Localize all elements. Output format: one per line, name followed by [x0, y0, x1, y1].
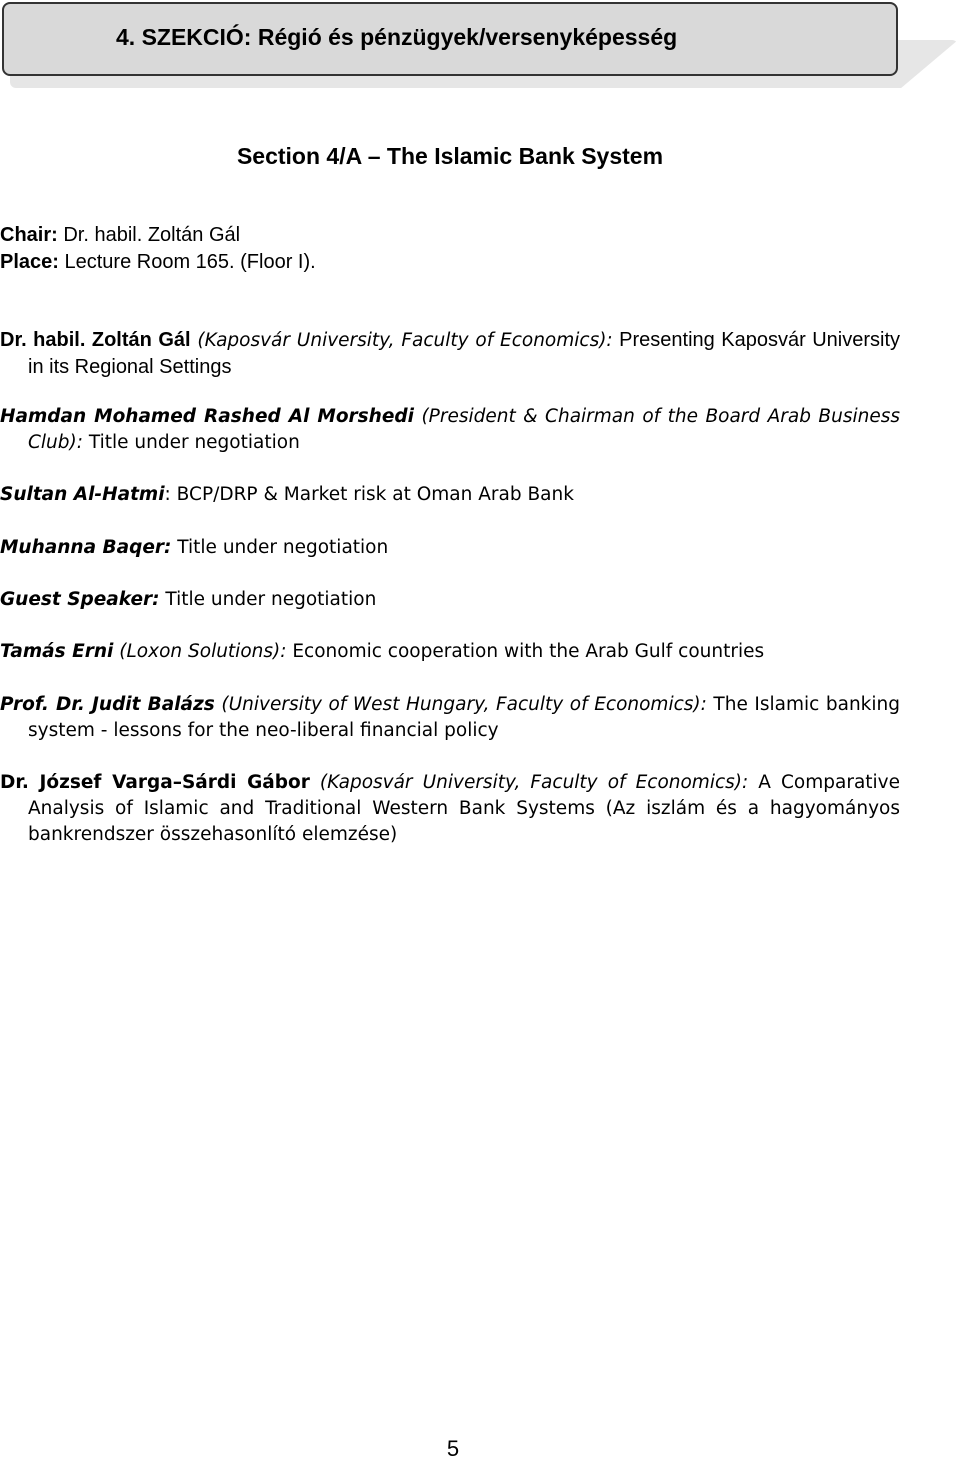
- program-entry: [0, 692, 900, 744]
- talk-title: BCP/DRP & Market risk at Oman Arab Bank: [170, 484, 574, 505]
- speaker-name: Dr. József Varga–Sárdi Gábor: [0, 772, 310, 793]
- header-title: 4. SZEKCIÓ: Régió és pénzügyek/versenyképesség: [116, 24, 678, 50]
- talk-title: The Islamic banking system - lessons for the neo-liberal financial policy: [28, 694, 900, 741]
- speaker-affiliation: (Loxon Solutions):: [113, 641, 287, 662]
- program-entry: [0, 404, 900, 456]
- talk-title: Title under negotiation: [159, 589, 377, 610]
- talk-title: Title under negotiation: [171, 537, 389, 558]
- speaker-name: Muhanna Baqer:: [0, 537, 172, 558]
- program-entry: [0, 639, 900, 665]
- talk-title: Presenting Kaposvár University in its Regional Settings: [28, 329, 901, 378]
- place-label: Place:: [0, 251, 59, 273]
- program-entry: [0, 327, 900, 381]
- speaker-name: Hamdan Mohamed Rashed Al Morshedi: [0, 406, 414, 427]
- talk-title: Economic cooperation with the Arab Gulf countries: [286, 641, 765, 662]
- speaker-affiliation: (Kaposvár University, Faculty of Economics):: [190, 330, 613, 351]
- section-title: Section 4/A – The Islamic Bank System: [236, 143, 664, 169]
- talk-title: A Comparative Analysis of Islamic and Traditional Western Bank Systems (Az iszlám és a hagyományos bankrendszer összehasonlító elemzése): [28, 772, 901, 845]
- chair-line: [0, 224, 240, 247]
- page-number: 5: [446, 1436, 460, 1461]
- speaker-name: Tamás Erni: [0, 641, 114, 662]
- section-header: [0, 0, 960, 95]
- place-line: [0, 251, 316, 274]
- speaker-name: Guest Speaker:: [0, 589, 160, 610]
- speaker-affiliation: (University of West Hungary, Faculty of Economics):: [214, 694, 707, 715]
- program-entry: [0, 482, 900, 508]
- speaker-name: Sultan Al-Hatmi: [0, 484, 165, 505]
- speaker-name: Prof. Dr. Judit Balázs: [0, 694, 215, 715]
- chair-label: Chair:: [0, 224, 58, 246]
- speaker-affiliation: (Kaposvár University, Faculty of Economics):: [309, 772, 749, 793]
- speaker-affiliation: (President & Chairman of the Board Arab Business Club):: [28, 406, 900, 453]
- speaker-affiliation: :: [164, 484, 171, 505]
- program-entry: [0, 770, 900, 848]
- program-entry: [0, 535, 900, 561]
- speaker-name: Dr. habil. Zoltán Gál: [0, 329, 191, 351]
- chair-value: Dr. habil. Zoltán Gál: [57, 224, 241, 246]
- place-value: Lecture Room 165. (Floor I).: [58, 251, 316, 273]
- program-entry: [0, 587, 900, 613]
- talk-title: Title under negotiation: [82, 432, 300, 453]
